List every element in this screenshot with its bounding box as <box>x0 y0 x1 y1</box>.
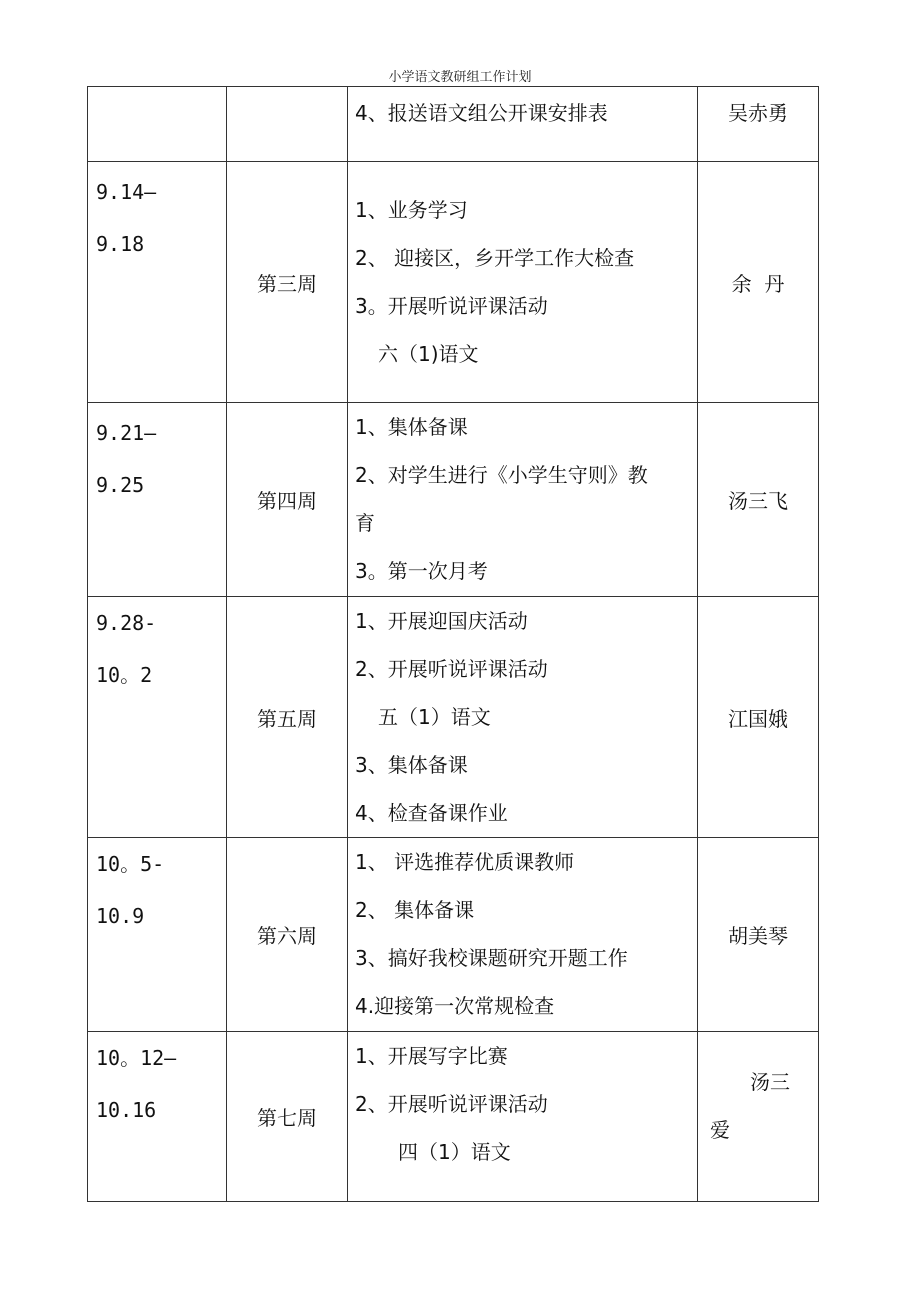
person-name: 汤三飞 <box>728 489 788 513</box>
task-item: 育 <box>355 511 375 535</box>
person-name: 胡美琴 <box>728 924 788 948</box>
date-end: 10.16 <box>96 1098 157 1122</box>
table-row <box>88 87 819 162</box>
date-start: 9.28- <box>96 611 157 635</box>
week-cell: 第五周 <box>227 597 348 838</box>
tasks-cell <box>348 403 698 597</box>
task-item: 1、业务学习 <box>355 198 468 222</box>
person-cell <box>698 403 819 597</box>
date-cell <box>88 162 227 403</box>
task-item: 2、开展听说评课活动 <box>355 1092 548 1116</box>
date-end: 10.9 <box>96 904 145 928</box>
date-start: 10。12— <box>96 1046 177 1070</box>
task-item: 2、对学生进行《小学生守则》教 <box>355 463 648 487</box>
date-cell <box>88 838 227 1032</box>
date-start: 9.14— <box>96 180 157 204</box>
person-name: 余 丹 <box>731 271 785 296</box>
task-item: 五（1）语文 <box>378 705 491 729</box>
week-cell: 第七周 <box>227 1032 348 1202</box>
date-cell <box>88 403 227 597</box>
person-name-line: 爱 <box>710 1118 730 1142</box>
task-item: 2、开展听说评课活动 <box>355 657 548 681</box>
date-end: 10。2 <box>96 663 153 687</box>
task-item: 1、 评选推荐优质课教师 <box>355 850 575 874</box>
date-cell <box>88 597 227 838</box>
date-start: 10。5- <box>96 852 165 876</box>
person-cell <box>698 838 819 1032</box>
person-cell <box>698 162 819 403</box>
task-item: 1、开展写字比赛 <box>355 1044 508 1068</box>
plan-table <box>87 86 819 1202</box>
task-item: 3、集体备课 <box>355 753 468 777</box>
tasks-cell <box>348 162 698 403</box>
person-cell <box>698 87 819 162</box>
tasks-cell <box>348 87 698 162</box>
task-item: 六（1)语文 <box>378 342 479 366</box>
week-cell: 第六周 <box>227 838 348 1032</box>
table-row <box>88 838 819 1032</box>
task-item: 四（1）语文 <box>398 1140 511 1164</box>
date-end: 9.18 <box>96 232 145 256</box>
person-name: 江国娥 <box>728 706 788 731</box>
person-cell <box>698 597 819 838</box>
task-item: 1、集体备课 <box>355 415 468 439</box>
tasks-cell <box>348 838 698 1032</box>
page-header: 小学语文教研组工作计划 <box>388 70 532 85</box>
date-start: 9.21— <box>96 421 157 445</box>
task-item: 4、报送语文组公开课安排表 <box>355 101 608 125</box>
table-row <box>88 162 819 403</box>
task-item: 1、开展迎国庆活动 <box>355 609 528 633</box>
table-row <box>88 1032 819 1202</box>
task-item: 3、搞好我校课题研究开题工作 <box>355 946 628 970</box>
table-row <box>88 597 819 838</box>
task-item: 4、检查备课作业 <box>355 801 508 825</box>
date-end: 9.25 <box>96 473 145 497</box>
person-name-line: 汤三 <box>750 1070 790 1094</box>
task-item: 4.迎接第一次常规检查 <box>355 994 555 1018</box>
task-item: 3。第一次月考 <box>355 559 488 583</box>
task-item: 2、 集体备课 <box>355 898 475 922</box>
tasks-cell <box>348 1032 698 1202</box>
task-item: 2、 迎接区，乡开学工作大检查 <box>355 246 635 270</box>
date-cell <box>88 1032 227 1202</box>
tasks-cell <box>348 597 698 838</box>
week-cell <box>227 87 348 162</box>
table-row <box>88 403 819 597</box>
person-cell <box>698 1032 819 1202</box>
week-cell: 第三周 <box>227 162 348 403</box>
person-name: 吴赤勇 <box>728 101 788 125</box>
date-cell <box>88 87 227 162</box>
task-item: 3。开展听说评课活动 <box>355 294 548 318</box>
week-cell: 第四周 <box>227 403 348 597</box>
